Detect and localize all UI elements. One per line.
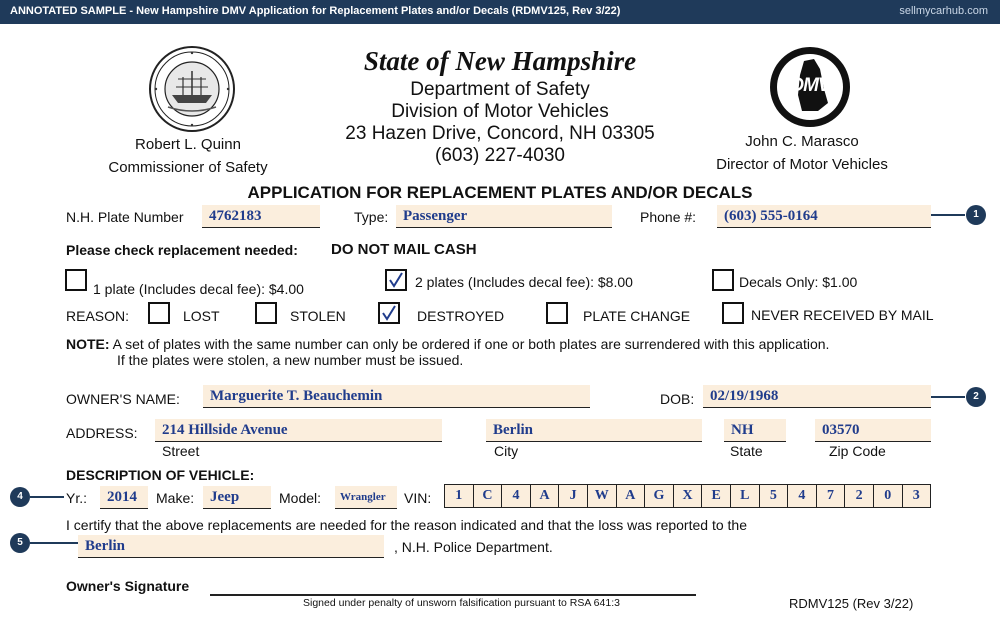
note-text-1: A set of plates with the same number can only be ordered if one or both plates are surrendered with this application. bbox=[109, 336, 830, 352]
form-id: RDMV125 (Rev 3/22) bbox=[789, 596, 914, 611]
vin-char: J bbox=[559, 485, 588, 507]
state-caption: State bbox=[730, 443, 763, 459]
callout-leader bbox=[931, 396, 965, 398]
owner-name-label: OWNER'S NAME: bbox=[66, 391, 180, 407]
make-field[interactable]: Jeep bbox=[203, 486, 271, 509]
note-label: NOTE: bbox=[66, 336, 110, 352]
vin-label: VIN: bbox=[404, 490, 432, 506]
check-heading: Please check replacement needed: bbox=[66, 242, 298, 258]
vin-char: E bbox=[702, 485, 731, 507]
signature-label: Owner's Signature bbox=[66, 578, 190, 594]
city-caption: City bbox=[494, 443, 519, 459]
callout-badge-5: 5 bbox=[10, 533, 30, 553]
type-label: Type: bbox=[354, 209, 389, 225]
dmv-phone: (603) 227-4030 bbox=[435, 145, 565, 166]
model-label: Model: bbox=[279, 490, 322, 506]
destroyed-label: DESTROYED bbox=[417, 308, 505, 324]
make-label: Make: bbox=[156, 490, 195, 506]
city-field[interactable]: Berlin bbox=[486, 419, 702, 442]
signature-caption: Signed under penalty of unsworn falsification pursuant to RSA 641:3 bbox=[303, 597, 620, 609]
year-field[interactable]: 2014 bbox=[100, 486, 148, 509]
signature-line[interactable] bbox=[210, 594, 696, 596]
department-name: Department of Safety bbox=[410, 79, 590, 100]
reason-label: REASON: bbox=[66, 308, 130, 324]
callout-leader bbox=[931, 214, 965, 216]
callout-badge-1: 1 bbox=[966, 205, 986, 225]
vin-char: A bbox=[531, 485, 560, 507]
two-plates-label: 2 plates (Includes decal fee): $8.00 bbox=[415, 274, 633, 290]
decals-only-label: Decals Only: $1.00 bbox=[739, 274, 858, 290]
one-plate-checkbox[interactable] bbox=[65, 269, 87, 291]
model-field[interactable]: Wrangler bbox=[335, 486, 397, 509]
never-received-checkbox[interactable] bbox=[722, 302, 744, 324]
state-field[interactable]: NH bbox=[724, 419, 786, 442]
vin-field[interactable] bbox=[444, 484, 931, 508]
destroyed-checkbox[interactable] bbox=[378, 302, 400, 324]
lost-checkbox[interactable] bbox=[148, 302, 170, 324]
lost-label: LOST bbox=[183, 308, 220, 324]
vin-char: 4 bbox=[788, 485, 817, 507]
vin-char: C bbox=[474, 485, 503, 507]
plate-change-label: PLATE CHANGE bbox=[583, 308, 691, 324]
callout-leader bbox=[30, 542, 78, 544]
stolen-checkbox[interactable] bbox=[255, 302, 277, 324]
commissioner-name: Robert L. Quinn bbox=[135, 136, 241, 153]
dob-field[interactable]: 02/19/1968 bbox=[703, 385, 931, 408]
phone-field[interactable]: (603) 555-0164 bbox=[717, 205, 931, 228]
plate-number-field[interactable]: 4762183 bbox=[202, 205, 320, 228]
commissioner-title: Commissioner of Safety bbox=[108, 159, 268, 176]
certify-text: I certify that the above replacements are needed for the reason indicated and that the loss was reported to the bbox=[66, 517, 747, 533]
callout-badge-4: 4 bbox=[10, 487, 30, 507]
owner-name-field[interactable]: Marguerite T. Beauchemin bbox=[203, 385, 590, 408]
vin-char: L bbox=[731, 485, 760, 507]
phone-label: Phone #: bbox=[640, 209, 697, 225]
vin-char: 5 bbox=[760, 485, 789, 507]
vin-char: W bbox=[588, 485, 617, 507]
division-name: Division of Motor Vehicles bbox=[391, 101, 609, 122]
stolen-label: STOLEN bbox=[290, 308, 346, 324]
plate-type-field[interactable]: Passenger bbox=[396, 205, 612, 228]
vin-char: 0 bbox=[874, 485, 903, 507]
checkmark-icon bbox=[381, 305, 397, 321]
state-title: State of New Hampshire bbox=[363, 46, 637, 76]
vin-char: 3 bbox=[912, 488, 920, 503]
dmv-address: 23 Hazen Drive, Concord, NH 03305 bbox=[345, 123, 655, 144]
vin-char: 1 bbox=[445, 485, 474, 507]
callout-badge-2: 2 bbox=[966, 387, 986, 407]
director-name: John C. Marasco bbox=[745, 133, 859, 150]
two-plates-checkbox[interactable] bbox=[385, 269, 407, 291]
police-suffix: , N.H. Police Department. bbox=[394, 539, 553, 555]
director-title: Director of Motor Vehicles bbox=[716, 156, 888, 173]
state-seal-icon bbox=[148, 45, 236, 138]
street-caption: Street bbox=[162, 443, 200, 459]
vin-char: X bbox=[674, 485, 703, 507]
zip-caption: Zip Code bbox=[829, 443, 886, 459]
street-field[interactable]: 214 Hillside Avenue bbox=[155, 419, 442, 442]
vin-char: 7 bbox=[817, 485, 846, 507]
decals-only-checkbox[interactable] bbox=[712, 269, 734, 291]
year-label: Yr.: bbox=[66, 490, 88, 506]
banner-title: ANNOTATED SAMPLE - New Hampshire DMV Application for Replacement Plates and/or Decals (RDMV125, Rev 3/22) bbox=[10, 5, 621, 17]
form-title: APPLICATION FOR REPLACEMENT PLATES AND/OR DECALS bbox=[247, 183, 753, 202]
vin-char: A bbox=[617, 485, 646, 507]
note-line-1 bbox=[66, 336, 829, 352]
checkmark-icon bbox=[388, 272, 404, 288]
vin-char: 4 bbox=[502, 485, 531, 507]
dob-label: DOB: bbox=[660, 391, 695, 407]
dmv-logo-text: DMV bbox=[790, 75, 830, 96]
annotation-banner bbox=[0, 0, 1000, 24]
dmv-logo-icon bbox=[768, 45, 852, 134]
vin-char: 2 bbox=[845, 485, 874, 507]
banner-site-link[interactable]: sellmycarhub.com bbox=[899, 5, 988, 17]
address-label: ADDRESS: bbox=[66, 425, 138, 441]
one-plate-label: 1 plate (Includes decal fee): $4.00 bbox=[93, 281, 304, 297]
no-cash-warning: DO NOT MAIL CASH bbox=[331, 241, 477, 258]
vehicle-heading: DESCRIPTION OF VEHICLE: bbox=[66, 467, 255, 483]
plate-number-label: N.H. Plate Number bbox=[66, 209, 184, 225]
callout-leader bbox=[30, 496, 64, 498]
police-department-field[interactable]: Berlin bbox=[78, 535, 384, 558]
note-line-2: If the plates were stolen, a new number must be issued. bbox=[117, 352, 464, 368]
vin-char: G bbox=[645, 485, 674, 507]
never-received-label: NEVER RECEIVED BY MAIL bbox=[751, 307, 934, 323]
plate-change-checkbox[interactable] bbox=[546, 302, 568, 324]
zip-field[interactable]: 03570 bbox=[815, 419, 931, 442]
